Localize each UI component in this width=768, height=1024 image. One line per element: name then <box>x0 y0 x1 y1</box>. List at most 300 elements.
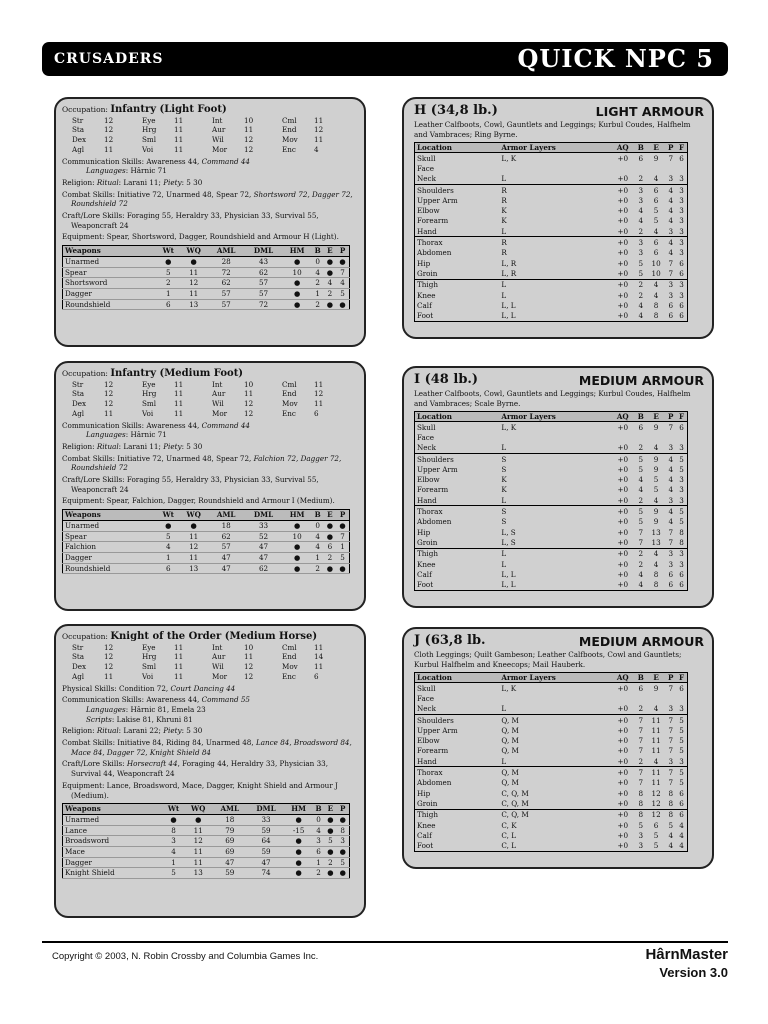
armour-cell: 8 <box>668 798 674 808</box>
armour-cell: 4 <box>668 475 674 485</box>
weapons-header-cell: E <box>324 510 336 521</box>
attribute-label: Mov <box>282 399 298 409</box>
weapon-cell: -15 <box>284 825 312 836</box>
armour-cell: 6 <box>679 268 684 278</box>
skill-text: : <box>92 726 97 736</box>
attribute-value: 11 <box>104 408 114 418</box>
armour-cell <box>635 693 647 703</box>
skill-label: Religion <box>62 726 93 736</box>
armour-cell: 3 <box>679 485 684 495</box>
attribute-label: Eye <box>142 642 156 652</box>
weapon-cell: 11 <box>184 847 211 858</box>
armour-cell: L, S <box>501 537 516 547</box>
armour-row <box>415 216 688 226</box>
weapon-cell: ● <box>336 299 349 310</box>
weapon-cell: 4 <box>312 542 324 553</box>
skill-label: Combat Skills <box>62 189 113 199</box>
armour-cell: Upper Arm <box>417 725 458 735</box>
weapon-cell: 62 <box>245 563 283 574</box>
armour-cell: 6 <box>638 683 644 693</box>
occupation-line <box>62 105 356 115</box>
skill-label: Craft/Lore Skills <box>62 211 123 221</box>
weapons-header-cell: DML <box>245 510 283 521</box>
armour-cell: 3 <box>679 206 684 216</box>
armour-cell: 7 <box>638 527 644 537</box>
sub-skill-line <box>62 715 356 725</box>
weapon-cell: 33 <box>248 814 285 825</box>
weapons-header-cell: Wt <box>163 804 185 815</box>
weapon-cell: ● <box>336 814 349 825</box>
weapon-cell: 5 <box>336 552 349 563</box>
armour-cell: +0 <box>617 788 629 798</box>
armour-description: Cloth Leggings; Quilt Gambeson; Leather Calfboots, Cowl and Gauntlets; Kurbul Halfhelm and Kneecops; Mail Hauberk. <box>414 650 682 669</box>
armour-cell: 7 <box>635 714 647 725</box>
weapon-cell: 7 <box>336 531 349 542</box>
attribute-value: 11 <box>314 135 324 145</box>
weapon-cell: Knight Shield <box>63 868 163 879</box>
armour-cell: Foot <box>417 580 434 590</box>
attribute-row <box>72 125 352 135</box>
armour-cell: 4 <box>668 464 674 474</box>
attribute-value: 12 <box>104 115 114 125</box>
armour-cell: 9 <box>653 517 659 527</box>
attribute-row <box>72 662 352 672</box>
attribute-row <box>72 652 352 662</box>
weapon-row <box>63 299 350 310</box>
armour-box-h <box>402 97 714 339</box>
skill-paragraph <box>62 684 356 694</box>
armour-cell: Groin <box>417 268 438 278</box>
armour-cell: 3 <box>679 174 684 184</box>
skill-label: Physical Skills <box>62 683 115 693</box>
armour-row <box>415 559 688 569</box>
weapon-cell: 4 <box>163 847 185 858</box>
weapons-header-cell: P <box>336 804 349 815</box>
weapon-row <box>63 814 350 825</box>
attribute-value: 12 <box>104 399 114 409</box>
attribute-row <box>72 672 352 682</box>
weapons-header-cell: E <box>324 246 336 257</box>
armour-row <box>415 778 688 788</box>
skill-text: : Awareness 44, <box>141 156 202 166</box>
attribute-value: 12 <box>104 125 114 135</box>
weapon-cell: 33 <box>245 520 283 531</box>
weapon-cell: ● <box>283 552 312 563</box>
armour-cell: L, R <box>501 268 517 278</box>
armour-header-cell: Location <box>415 143 502 153</box>
armour-cell: 4 <box>647 548 665 559</box>
attribute-label: Sml <box>142 399 157 409</box>
footer-rule <box>42 941 728 943</box>
armour-cell: 9 <box>653 153 659 163</box>
weapon-cell: 0 <box>312 520 324 531</box>
armour-cell: +0 <box>617 830 629 840</box>
skill-label: Craft/Lore Skills <box>62 759 123 769</box>
armour-cell: 4 <box>679 820 684 830</box>
armour-cell: K <box>501 206 507 216</box>
skill-paragraph <box>62 759 356 778</box>
armour-cell: 7 <box>668 527 674 537</box>
armour-cell: 5 <box>653 485 659 495</box>
armour-cell: +0 <box>617 569 629 579</box>
armour-cell: Hip <box>417 788 431 798</box>
skill-text: : Initiative 72, Unarmed 48, Spear 72, <box>112 189 254 199</box>
skill-italic: Piety <box>163 726 182 736</box>
weapon-cell: 11 <box>180 531 208 542</box>
armour-header-cell: F <box>676 412 687 422</box>
weapon-cell: 47 <box>208 552 245 563</box>
armour-cell: Q, M <box>501 746 519 756</box>
armour-cell: 6 <box>647 237 665 248</box>
armour-cell: 4 <box>668 517 674 527</box>
armour-cell: 2 <box>638 443 644 453</box>
weapon-cell: ● <box>324 531 336 542</box>
weapon-cell: 69 <box>212 847 248 858</box>
occupation-title: Infantry (Medium Foot) <box>110 368 244 379</box>
weapon-cell: ● <box>336 520 349 531</box>
skill-paragraph <box>62 496 356 506</box>
armour-row <box>415 788 688 798</box>
weapon-cell: ● <box>324 299 336 310</box>
armour-cell: 2 <box>638 495 644 505</box>
armour-cell: Knee <box>417 559 436 569</box>
armour-cell: 4 <box>653 226 659 236</box>
weapon-cell: ● <box>163 814 185 825</box>
armour-cell: 6 <box>679 683 684 693</box>
banner-section-title: CRUSADERS <box>54 51 164 67</box>
weapon-cell: 57 <box>208 288 245 299</box>
weapon-row <box>63 552 350 563</box>
armour-cell: 3 <box>635 237 647 248</box>
armour-header-cell: AQ <box>611 143 635 153</box>
armour-row <box>415 798 688 809</box>
armour-cell: C, Q, M <box>501 798 529 808</box>
skill-paragraph <box>62 475 356 494</box>
weapon-cell: 28 <box>208 256 245 267</box>
armour-cell: 7 <box>668 736 674 746</box>
armour-cell: 9 <box>653 422 659 432</box>
armour-cell <box>665 163 676 173</box>
weapon-cell: 2 <box>324 857 336 868</box>
weapon-cell: 72 <box>208 267 245 278</box>
skill-paragraph <box>62 781 356 800</box>
npc-box-1 <box>54 97 366 347</box>
armour-cell: Forearm <box>417 746 449 756</box>
armour-row <box>415 195 688 205</box>
armour-row <box>415 163 688 173</box>
weapons-header-cell: P <box>336 246 349 257</box>
armour-cell: 4 <box>679 830 684 840</box>
weapon-cell: 4 <box>312 267 324 278</box>
armour-cell: 5 <box>638 268 644 278</box>
weapon-cell: 8 <box>336 825 349 836</box>
skill-italic: Piety <box>163 441 182 451</box>
weapons-header-cell: B <box>312 510 324 521</box>
weapon-cell: Broadsword <box>63 836 163 847</box>
armour-cell: +0 <box>617 756 629 766</box>
attribute-row <box>72 389 352 399</box>
attribute-row <box>72 145 352 155</box>
armour-cell: 7 <box>668 268 674 278</box>
armour-cell: 4 <box>665 506 676 517</box>
armour-cell <box>676 693 687 703</box>
armour-cell: Shoulders <box>415 714 502 725</box>
weapon-cell: 59 <box>248 847 285 858</box>
attribute-value: 6 <box>314 671 319 681</box>
armour-header-row <box>415 673 688 683</box>
skill-text: : Initiative 84, Riding 84, Unarmed 48, <box>112 738 256 748</box>
weapon-row <box>63 531 350 542</box>
attribute-row <box>72 643 352 653</box>
attribute-label: Str <box>72 642 84 652</box>
armour-cell: Q, M <box>501 714 610 725</box>
attribute-value: 11 <box>104 671 114 681</box>
weapon-cell: ● <box>324 868 336 879</box>
armour-cell: 13 <box>651 537 661 547</box>
armour-cell: 8 <box>638 788 644 798</box>
attribute-value: 12 <box>104 652 114 662</box>
armour-box-i <box>402 366 714 608</box>
weapon-cell: ● <box>157 520 180 531</box>
skill-paragraph <box>62 190 356 209</box>
armour-cell <box>665 432 676 442</box>
weapon-cell: Spear <box>63 267 158 278</box>
armour-cell: 4 <box>668 485 674 495</box>
armour-cell <box>611 693 635 703</box>
armour-cell: +0 <box>617 268 629 278</box>
sub-skill-text: : Hârnic 71 <box>125 166 167 176</box>
armour-cell: 8 <box>668 788 674 798</box>
skill-text: : Awareness 44, <box>141 420 202 430</box>
attribute-value: 11 <box>174 379 184 389</box>
weapon-cell: 5 <box>336 857 349 868</box>
npc-card <box>56 626 362 879</box>
armour-row <box>415 527 688 537</box>
armour-cell: 11 <box>651 736 661 746</box>
armour-cell: 4 <box>668 248 674 258</box>
attribute-value: 4 <box>314 144 319 154</box>
sub-skill-line <box>62 166 356 176</box>
skill-text: : Condition 72, <box>114 683 171 693</box>
attribute-label: Int <box>212 115 223 125</box>
armour-cell: 7 <box>668 422 674 432</box>
attribute-label: Cml <box>282 115 297 125</box>
skill-paragraph <box>62 211 356 230</box>
armour-cell: 5 <box>679 464 684 474</box>
attribute-value: 11 <box>314 115 324 125</box>
skill-label: Equipment <box>62 780 102 790</box>
sub-skill-label: Scripts <box>86 714 112 724</box>
armour-title: I (48 lb.) <box>414 372 479 387</box>
armour-cell: +0 <box>617 841 629 851</box>
attribute-label: Wil <box>212 399 224 409</box>
armour-row <box>415 704 688 715</box>
armour-cell <box>501 693 610 703</box>
armour-cell: 4 <box>638 206 644 216</box>
weapons-header-cell: AML <box>208 246 245 257</box>
armour-cell: L, K <box>501 683 517 693</box>
weapon-cell: ● <box>284 814 312 825</box>
armour-cell: 4 <box>668 841 674 851</box>
armour-cell: Thigh <box>415 279 502 290</box>
skill-paragraph <box>62 726 356 736</box>
armour-header-cell: E <box>647 143 665 153</box>
weapon-cell: ● <box>157 256 180 267</box>
weapons-header-cell: Wt <box>157 246 180 257</box>
weapon-cell: ● <box>336 868 349 879</box>
weapon-cell: Dagger <box>63 857 163 868</box>
skill-paragraph <box>62 157 356 167</box>
attribute-table <box>72 380 352 419</box>
armour-header-cell: P <box>665 143 676 153</box>
skill-label: Religion <box>62 177 93 187</box>
weapon-cell: ● <box>283 563 312 574</box>
weapon-cell: Lance <box>63 825 163 836</box>
skill-text: : <box>92 441 97 451</box>
attribute-value: 11 <box>314 379 324 389</box>
armour-card <box>404 99 712 322</box>
attribute-value: 11 <box>174 671 184 681</box>
weapon-cell: ● <box>283 520 312 531</box>
weapon-cell: 3 <box>313 836 325 847</box>
weapon-cell: ● <box>324 267 336 278</box>
weapon-cell: 57 <box>245 278 283 289</box>
armour-cell: 3 <box>638 830 644 840</box>
weapon-row <box>63 288 350 299</box>
armour-cell: C, L <box>501 841 517 851</box>
weapons-header-cell: Weapons <box>63 804 163 815</box>
attribute-row <box>72 399 352 409</box>
armour-cell: 9 <box>653 464 659 474</box>
armour-cell: 2 <box>638 290 644 300</box>
occupation-label: Occupation: <box>62 105 108 114</box>
armour-cell: 6 <box>679 258 684 268</box>
occupation-title: Infantry (Light Foot) <box>110 104 227 115</box>
armour-cell: 6 <box>668 580 674 590</box>
weapon-cell: 4 <box>157 542 180 553</box>
armour-cell: 5 <box>679 778 684 788</box>
skill-label: Combat Skills <box>62 738 113 748</box>
armour-row <box>415 495 688 506</box>
armour-cell: 3 <box>676 548 687 559</box>
weapons-header-cell: DML <box>245 246 283 257</box>
armour-cell: 13 <box>651 527 661 537</box>
armour-table <box>414 142 688 322</box>
weapon-row <box>63 825 350 836</box>
armour-cell: +0 <box>611 279 635 290</box>
attribute-value: 10 <box>244 379 254 389</box>
weapon-cell: ● <box>284 868 312 879</box>
armour-cell: +0 <box>617 517 629 527</box>
armour-cell: 4 <box>653 443 659 453</box>
attribute-value: 12 <box>104 135 114 145</box>
armour-row <box>415 464 688 474</box>
attribute-label: Eye <box>142 379 156 389</box>
armour-cell: Groin <box>417 537 438 547</box>
armour-cell: Foot <box>417 841 434 851</box>
occupation-label: Occupation: <box>62 369 108 378</box>
attribute-value: 11 <box>174 399 184 409</box>
armour-cell: C, Q, M <box>501 788 529 798</box>
armour-cell: +0 <box>617 736 629 746</box>
armour-cell: Hip <box>417 527 431 537</box>
armour-header-cell: AQ <box>611 673 635 683</box>
skill-label: Craft/Lore Skills <box>62 475 123 485</box>
attribute-value: 11 <box>244 389 254 399</box>
weapons-header-cell: DML <box>248 804 285 815</box>
armour-cell: 5 <box>638 820 644 830</box>
weapon-cell: 6 <box>324 542 336 553</box>
attribute-value: 11 <box>314 662 324 672</box>
weapons-header-cell: B <box>313 804 325 815</box>
armour-cell: 3 <box>679 443 684 453</box>
armour-cell <box>611 432 635 442</box>
armour-cell: 4 <box>638 580 644 590</box>
attribute-label: Agl <box>72 671 85 681</box>
weapon-row <box>63 520 350 531</box>
armour-cell: 3 <box>679 226 684 236</box>
armour-row <box>415 474 688 484</box>
armour-row <box>415 226 688 237</box>
weapon-cell: 8 <box>163 825 185 836</box>
weapon-cell: 47 <box>212 857 248 868</box>
armour-row <box>415 153 688 164</box>
sub-skill-label: Languages <box>86 166 126 176</box>
armour-header-cell: Location <box>415 673 502 683</box>
armour-cell: 6 <box>679 798 684 808</box>
weapon-cell: ● <box>283 278 312 289</box>
skill-italic: Command 55 <box>201 695 250 705</box>
page-banner <box>42 42 728 76</box>
weapon-cell: 47 <box>208 563 245 574</box>
armour-cell: +0 <box>617 226 629 236</box>
skill-paragraph <box>62 442 356 452</box>
armour-cell: Hand <box>417 495 437 505</box>
armour-cell: S <box>501 464 507 474</box>
weapons-header-cell: HM <box>283 510 312 521</box>
armour-cell: Knee <box>417 290 436 300</box>
armour-cell: L <box>501 443 507 453</box>
armour-cell: +0 <box>617 778 629 788</box>
armour-cell: L <box>501 226 507 236</box>
skill-text: : Spear, Falchion, Dagger, Roundshield and Armour I (Medium). <box>101 496 335 506</box>
armour-cell: 5 <box>653 216 659 226</box>
armour-row <box>415 174 688 185</box>
armour-cell: 3 <box>668 443 674 453</box>
attribute-label: End <box>282 652 297 662</box>
skill-label: Communication Skills <box>62 695 142 705</box>
armour-cell: 8 <box>665 809 676 820</box>
armour-cell: 2 <box>635 279 647 290</box>
armour-cell: 8 <box>638 798 644 808</box>
armour-cell: 7 <box>665 767 676 778</box>
attribute-label: Sta <box>72 125 85 135</box>
weapon-cell: Unarmed <box>63 256 158 267</box>
armour-cell: Foot <box>417 311 434 321</box>
attribute-label: Aur <box>212 125 226 135</box>
armour-cell: Thigh <box>415 548 502 559</box>
armour-cell: 5 <box>676 506 687 517</box>
attribute-value: 12 <box>104 389 114 399</box>
attribute-label: Sml <box>142 135 157 145</box>
armour-cell: 7 <box>668 746 674 756</box>
armour-card <box>404 368 712 591</box>
occupation-title: Knight of the Order (Medium Horse) <box>110 631 318 642</box>
armour-cell: +0 <box>611 714 635 725</box>
weapon-cell: 59 <box>248 825 285 836</box>
armour-row <box>415 268 688 279</box>
armour-cell: L <box>501 279 610 290</box>
